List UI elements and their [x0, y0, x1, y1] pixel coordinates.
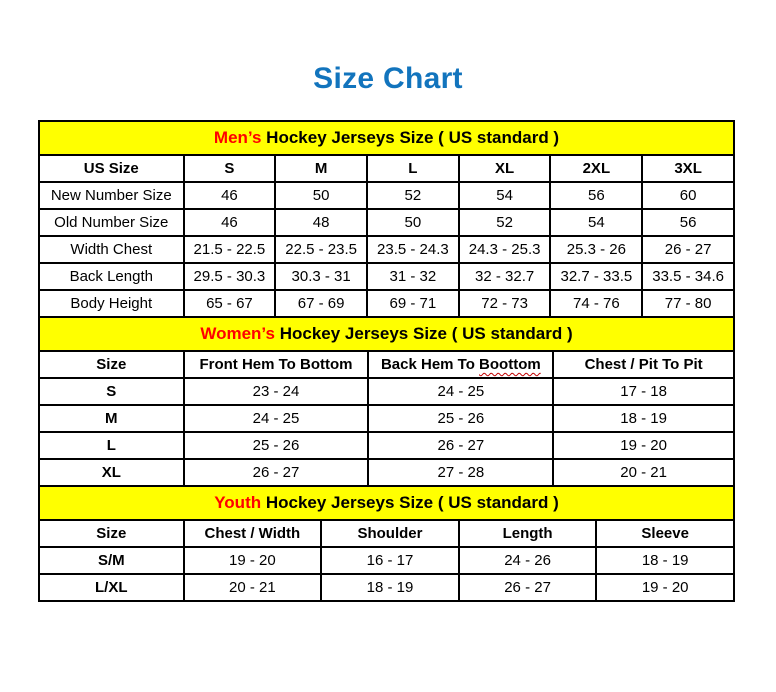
cell: 19 - 20 — [553, 432, 734, 459]
table-row — [39, 290, 734, 317]
column-header: L — [367, 155, 459, 182]
banner-row — [39, 317, 734, 351]
cell: 19 - 20 — [596, 574, 734, 601]
cell: 60 — [642, 182, 734, 209]
cell: 52 — [367, 182, 459, 209]
cell: 25 - 26 — [368, 405, 553, 432]
column-header: Shoulder — [321, 520, 459, 547]
misspelled-word: Boottom — [479, 356, 541, 373]
cell: 33.5 - 34.6 — [642, 263, 734, 290]
cell: 16 - 17 — [321, 547, 459, 574]
banner-text: Hockey Jerseys Size ( US standard ) — [261, 128, 560, 147]
column-header: XL — [459, 155, 551, 182]
row-label: S/M — [39, 547, 184, 574]
cell: 24 - 25 — [368, 378, 553, 405]
table-row — [39, 378, 734, 405]
row-label: L — [39, 432, 184, 459]
cell: 65 - 67 — [184, 290, 276, 317]
cell: 29.5 - 30.3 — [184, 263, 276, 290]
size-table-youth — [38, 485, 735, 602]
row-label: Body Height — [39, 290, 184, 317]
cell: 24 - 26 — [459, 547, 597, 574]
size-chart — [38, 120, 735, 602]
row-label: M — [39, 405, 184, 432]
cell: 46 — [184, 182, 276, 209]
cell: 31 - 32 — [367, 263, 459, 290]
column-header: M — [275, 155, 367, 182]
cell: 25.3 - 26 — [550, 236, 642, 263]
cell: 72 - 73 — [459, 290, 551, 317]
column-header: Sleeve — [596, 520, 734, 547]
table-row — [39, 547, 734, 574]
row-label: Width Chest — [39, 236, 184, 263]
table-row — [39, 432, 734, 459]
cell: 26 - 27 — [368, 432, 553, 459]
cell: 54 — [550, 209, 642, 236]
table-row — [39, 405, 734, 432]
cell: 23.5 - 24.3 — [367, 236, 459, 263]
column-header: Front Hem To Bottom — [184, 351, 369, 378]
page-title: Size Chart — [313, 62, 463, 95]
cell: 21.5 - 22.5 — [184, 236, 276, 263]
banner-text: Hockey Jerseys Size ( US standard ) — [274, 324, 573, 343]
cell: 67 - 69 — [275, 290, 367, 317]
column-header: Size — [39, 351, 184, 378]
column-header: S — [184, 155, 276, 182]
cell: 25 - 26 — [184, 432, 369, 459]
size-table-mens — [38, 120, 735, 318]
row-label: L/XL — [39, 574, 184, 601]
cell: 30.3 - 31 — [275, 263, 367, 290]
size-table-womens — [38, 316, 735, 487]
cell: 24 - 25 — [184, 405, 369, 432]
cell: 48 — [275, 209, 367, 236]
banner-accent: Youth — [214, 493, 262, 512]
header-row — [39, 155, 734, 182]
cell: 18 - 19 — [553, 405, 734, 432]
row-label: Back Length — [39, 263, 184, 290]
cell: 26 - 27 — [459, 574, 597, 601]
cell: 69 - 71 — [367, 290, 459, 317]
cell: 18 - 19 — [596, 547, 734, 574]
cell: 56 — [642, 209, 734, 236]
column-header — [368, 351, 553, 378]
banner-text: Hockey Jerseys Size ( US standard ) — [261, 493, 559, 512]
banner-accent: Men’s — [213, 128, 262, 147]
column-header: Chest / Pit To Pit — [553, 351, 734, 378]
cell: 77 - 80 — [642, 290, 734, 317]
cell: 19 - 20 — [184, 547, 322, 574]
cell: 26 - 27 — [184, 459, 369, 486]
header-row — [39, 351, 734, 378]
table-row — [39, 263, 734, 290]
section-banner — [39, 317, 734, 351]
cell: 27 - 28 — [368, 459, 553, 486]
cell: 26 - 27 — [642, 236, 734, 263]
row-label: New Number Size — [39, 182, 184, 209]
banner-row — [39, 486, 734, 520]
table-row — [39, 236, 734, 263]
banner-row — [39, 121, 734, 155]
row-label: XL — [39, 459, 184, 486]
cell: 20 - 21 — [553, 459, 734, 486]
column-header: US Size — [39, 155, 184, 182]
cell: 54 — [459, 182, 551, 209]
cell: 23 - 24 — [184, 378, 369, 405]
cell: 24.3 - 25.3 — [459, 236, 551, 263]
cell: 52 — [459, 209, 551, 236]
cell: 56 — [550, 182, 642, 209]
cell: 20 - 21 — [184, 574, 322, 601]
cell: 74 - 76 — [550, 290, 642, 317]
cell: 50 — [367, 209, 459, 236]
cell: 18 - 19 — [321, 574, 459, 601]
column-header: Length — [459, 520, 597, 547]
column-header: 3XL — [642, 155, 734, 182]
header-row — [39, 520, 734, 547]
cell: 46 — [184, 209, 276, 236]
cell: 50 — [275, 182, 367, 209]
table-row — [39, 182, 734, 209]
section-banner — [39, 486, 734, 520]
table-row — [39, 209, 734, 236]
table-row — [39, 574, 734, 601]
column-header: Size — [39, 520, 184, 547]
row-label: Old Number Size — [39, 209, 184, 236]
row-label: S — [39, 378, 184, 405]
table-row — [39, 459, 734, 486]
column-header: 2XL — [550, 155, 642, 182]
section-banner — [39, 121, 734, 155]
cell: 17 - 18 — [553, 378, 734, 405]
cell: 22.5 - 23.5 — [275, 236, 367, 263]
banner-accent: Women’s — [200, 324, 275, 343]
cell: 32 - 32.7 — [459, 263, 551, 290]
column-header: Chest / Width — [184, 520, 322, 547]
cell: 32.7 - 33.5 — [550, 263, 642, 290]
column-header-text: Back Hem To — [380, 356, 480, 373]
